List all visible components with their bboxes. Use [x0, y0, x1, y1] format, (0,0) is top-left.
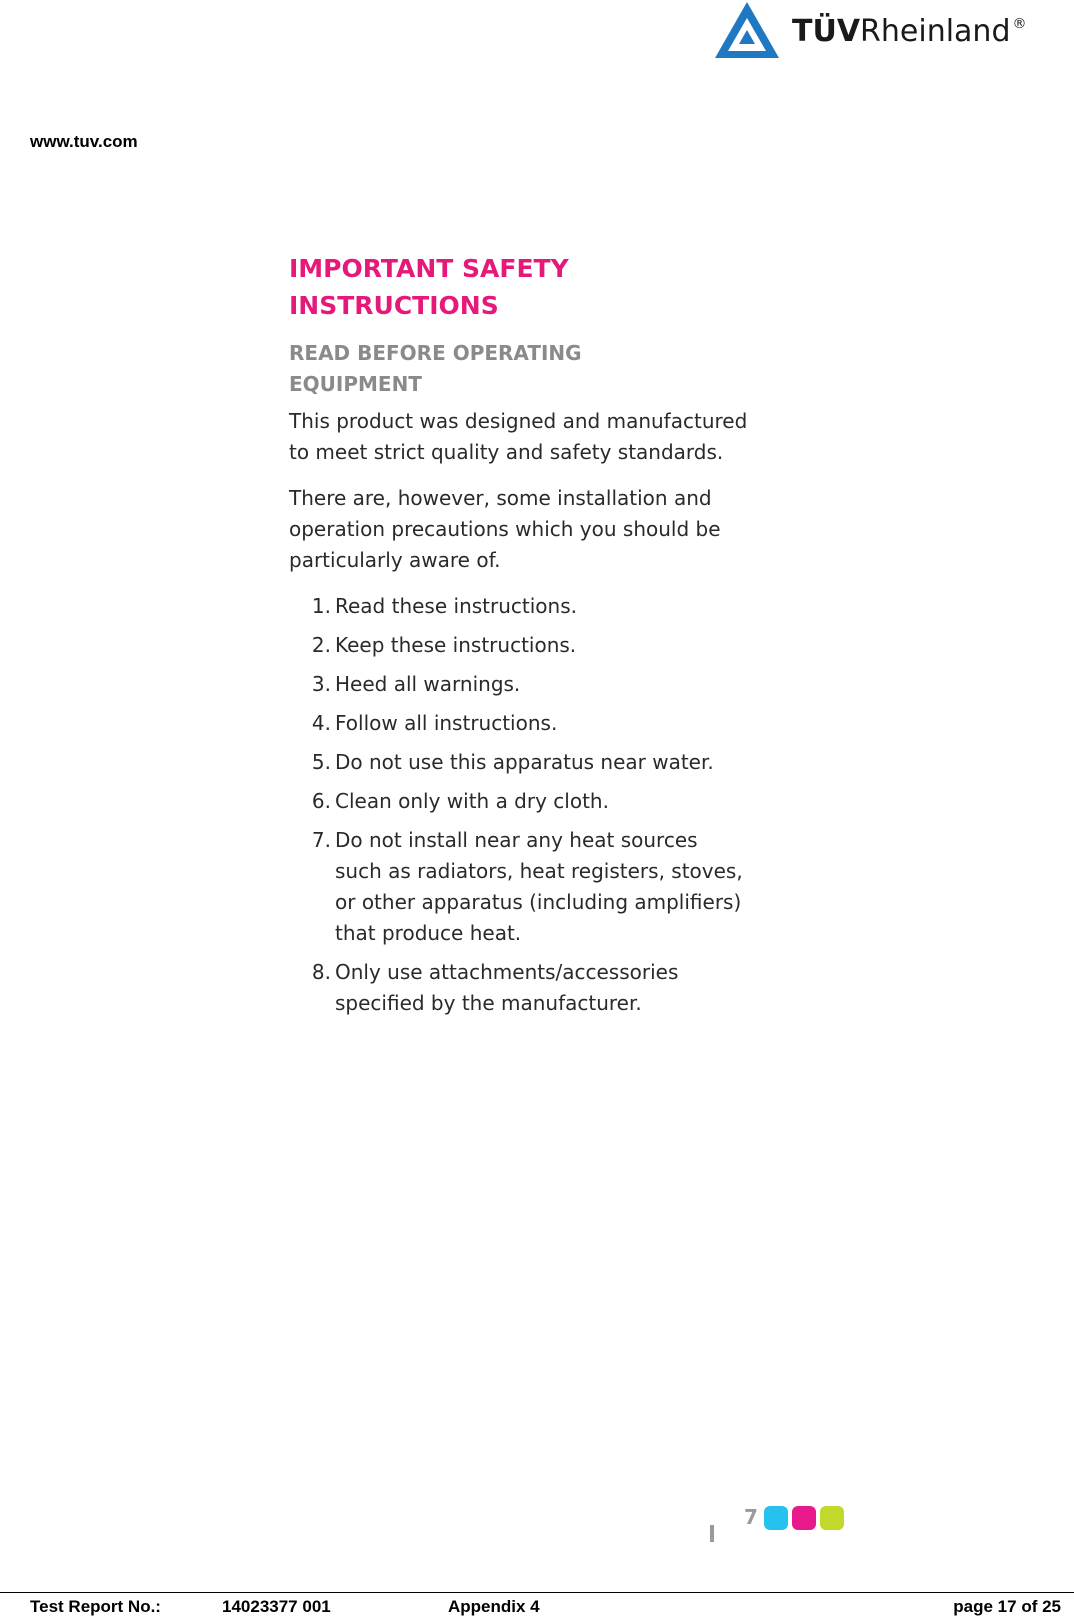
item-text: Read these instructions. — [335, 594, 577, 618]
subtitle-line-1: READ BEFORE OPERATING — [289, 341, 582, 365]
report-number-label: Test Report No.: — [30, 1597, 161, 1616]
subtitle — [289, 338, 749, 400]
instruction-list — [289, 591, 749, 1019]
title-line-2: INSTRUCTIONS — [289, 291, 499, 320]
report-number: 14023377 001 — [222, 1597, 331, 1616]
page-title — [289, 250, 749, 324]
logo-registered-mark: ® — [1012, 16, 1027, 32]
item-text: Keep these instructions. — [335, 633, 577, 657]
list-item — [289, 825, 749, 949]
list-item — [289, 708, 749, 739]
item-number: 6. — [311, 789, 331, 813]
list-item — [289, 669, 749, 700]
list-item — [289, 630, 749, 661]
magenta-square — [792, 1506, 816, 1530]
item-text: Do not use this apparatus near water. — [335, 750, 714, 774]
list-item — [289, 957, 749, 1019]
tuv-triangle-icon — [712, 0, 782, 62]
item-number: 1. — [311, 594, 331, 618]
manual-page-number: 7 — [744, 1505, 758, 1529]
logo-wordmark — [792, 14, 1027, 49]
appendix-label: Appendix 4 — [448, 1597, 540, 1616]
list-item — [289, 747, 749, 778]
color-squares — [764, 1506, 844, 1530]
item-text: Do not install near any heat sources such as radiators, heat registers, stoves, or other apparatus (including amplifiers) that produce heat. — [335, 828, 743, 945]
safety-instructions — [289, 250, 749, 1027]
page-divider-mark — [710, 1525, 714, 1542]
tuv-rheinland-logo — [712, 0, 1062, 62]
item-number: 8. — [311, 960, 331, 984]
item-text: Only use attachments/accessories specified by the manufacturer. — [335, 960, 679, 1015]
item-text: Clean only with a dry cloth. — [335, 789, 609, 813]
footer-divider — [0, 1592, 1074, 1593]
cyan-square — [764, 1506, 788, 1530]
lime-square — [820, 1506, 844, 1530]
website-url: www.tuv.com — [30, 132, 138, 151]
item-number: 3. — [311, 672, 331, 696]
subtitle-line-2: EQUIPMENT — [289, 372, 422, 396]
item-text: Follow all instructions. — [335, 711, 558, 735]
page-counter: page 17 of 25 — [953, 1597, 1061, 1616]
item-number: 7. — [311, 828, 331, 852]
precautions-paragraph: There are, however, some installation and operation precautions which you should be particularly aware of. — [289, 486, 721, 572]
item-number: 4. — [311, 711, 331, 735]
item-number: 2. — [311, 633, 331, 657]
intro-paragraph: This product was designed and manufactured to meet strict quality and safety standards. — [289, 409, 748, 464]
title-line-1: IMPORTANT SAFETY — [289, 254, 569, 283]
item-number: 5. — [311, 750, 331, 774]
item-text: Heed all warnings. — [335, 672, 521, 696]
logo-text-bold: TÜV — [792, 14, 861, 49]
list-item — [289, 591, 749, 622]
logo-text-regular: Rheinland — [860, 14, 1011, 49]
list-item — [289, 786, 749, 817]
